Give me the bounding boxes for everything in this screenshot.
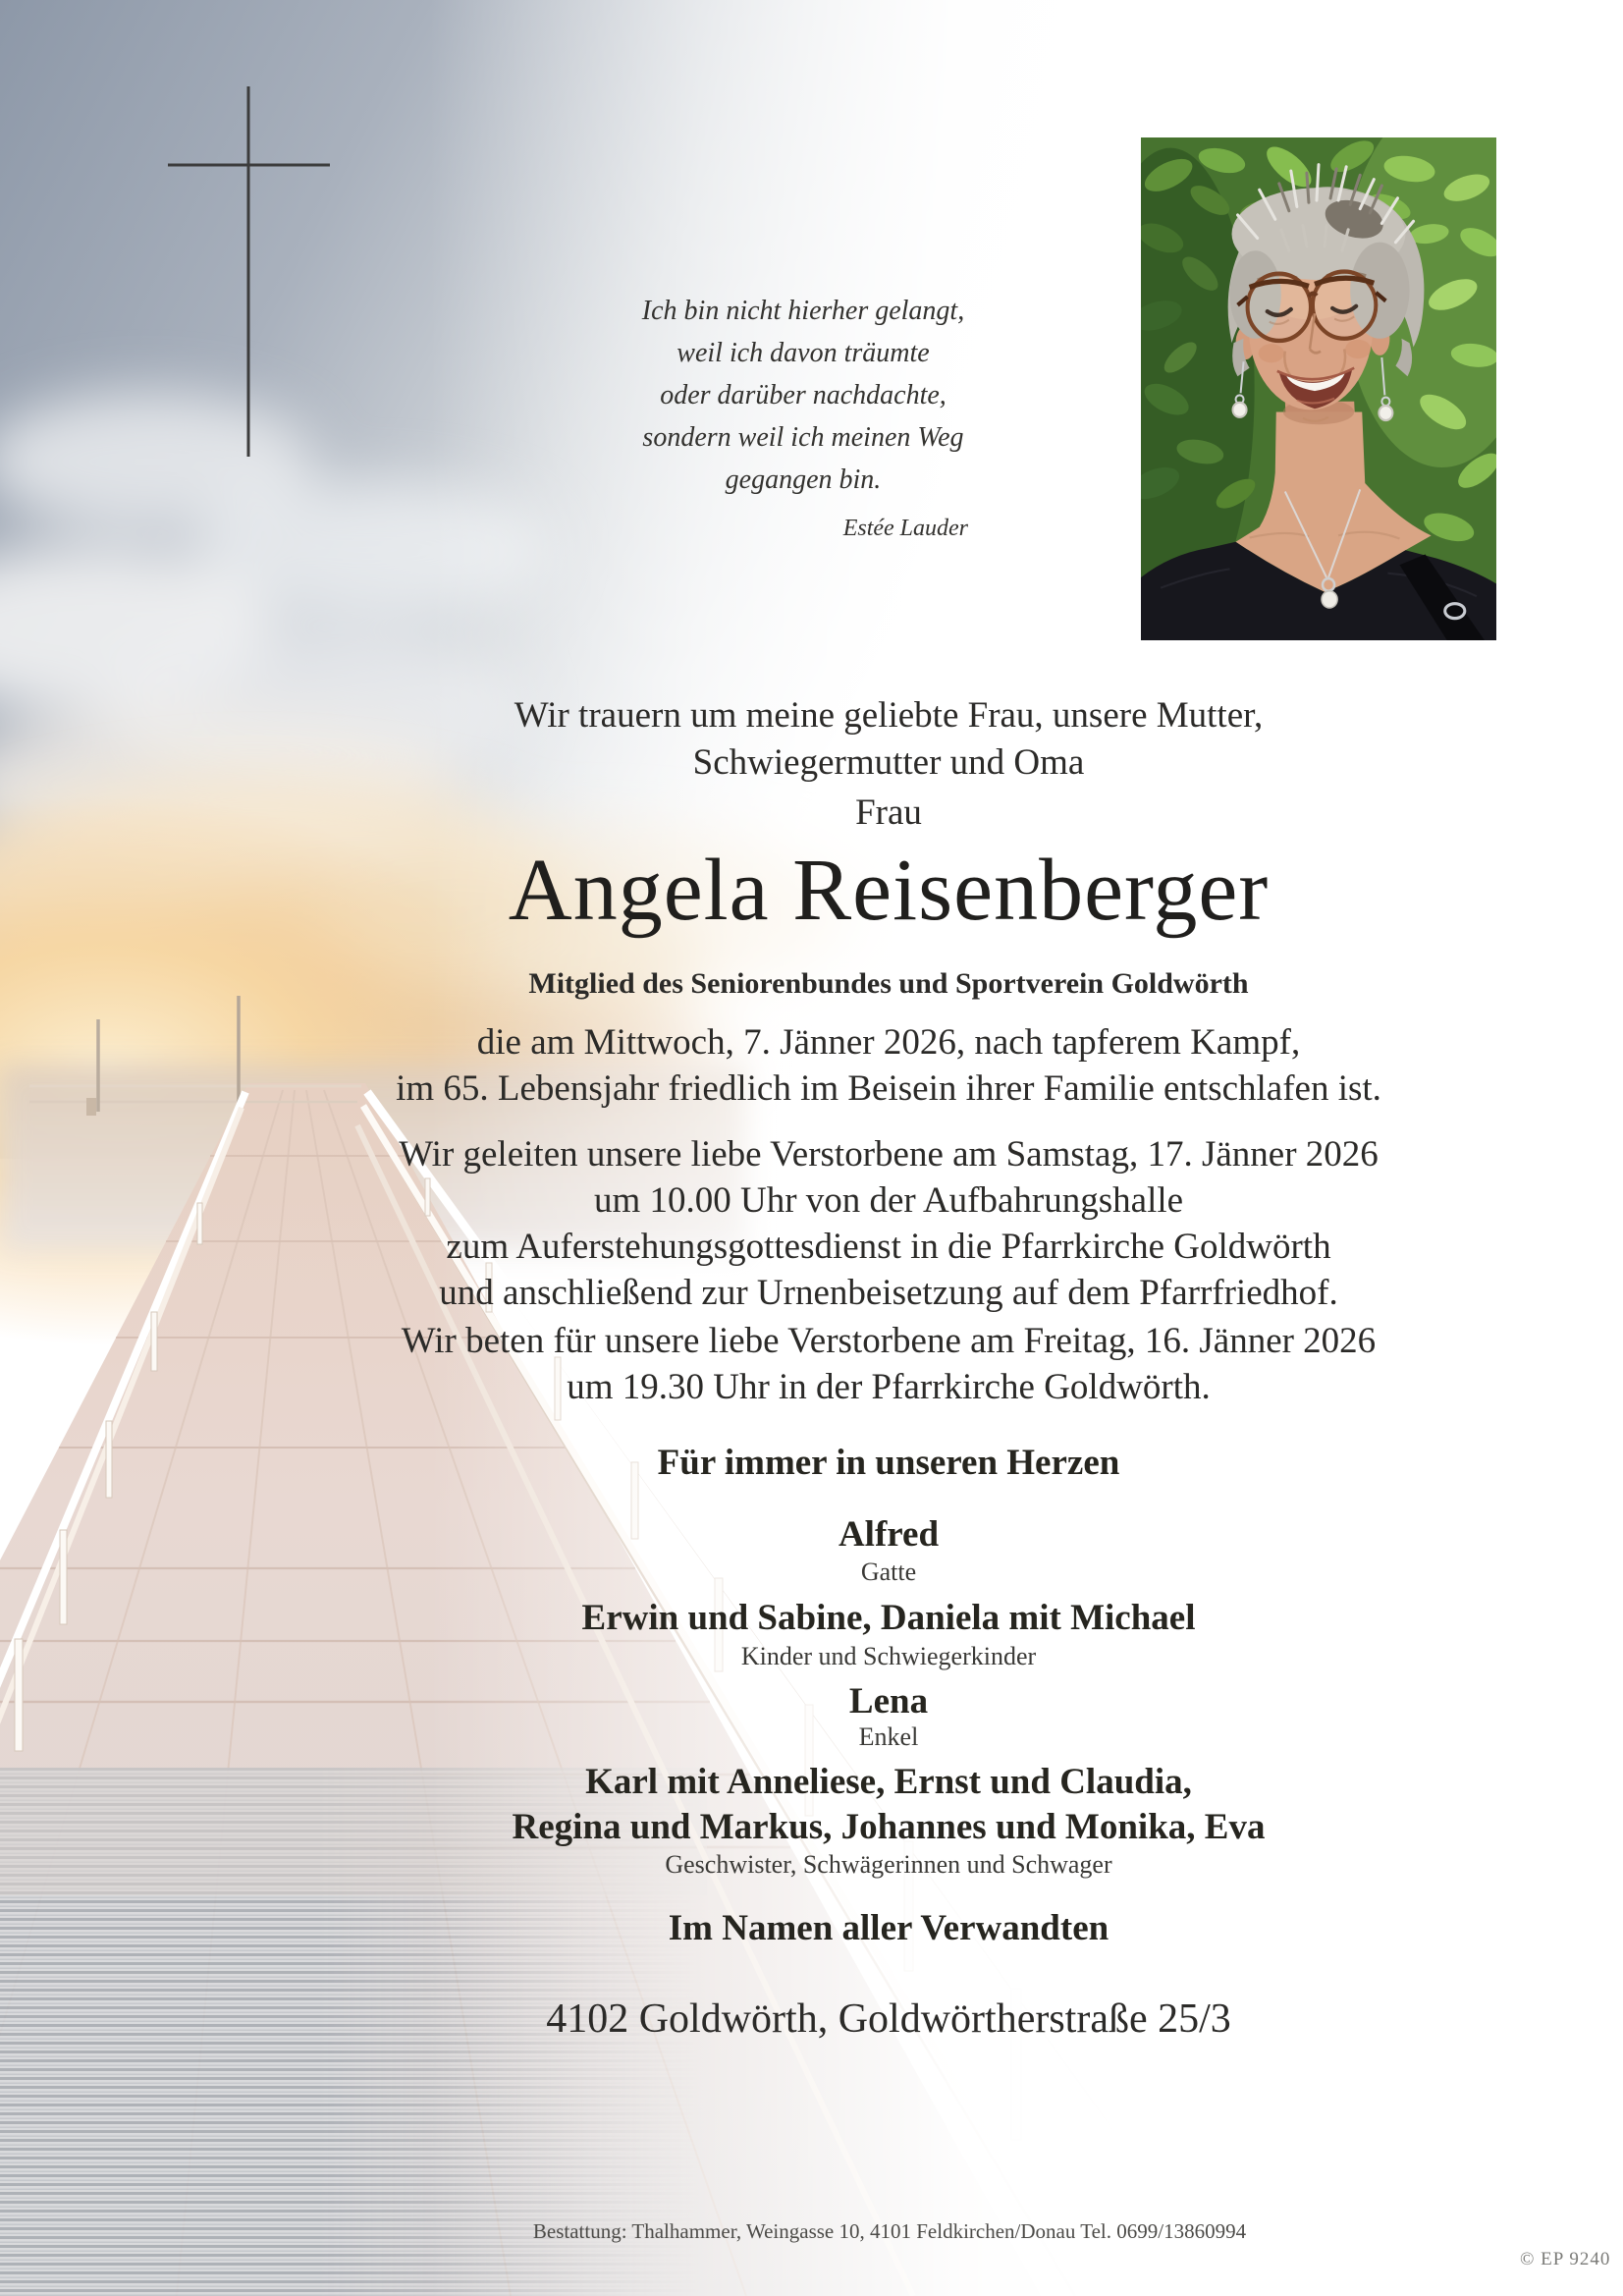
funeral-notice-line: zum Auferstehungsgottesdienst in die Pfarrkirche Goldwörth [446, 1227, 1331, 1267]
address-line: 4102 Goldwörth, Goldwörtherstraße 25/3 [546, 1996, 1231, 2042]
closing-line: Im Namen aller Verwandten [668, 1908, 1109, 1948]
mourner-relation: Gatte [860, 1558, 917, 1586]
funeral-notice-line: Wir geleiten unsere liebe Verstorbene am Samstag, 17. Jänner 2026 [399, 1134, 1379, 1175]
mourner-relation: Geschwister, Schwägerinnen und Schwager [665, 1850, 1112, 1879]
portrait-photo [1141, 137, 1496, 640]
death-notice-line: im 65. Lebensjahr friedlich im Beisein ihrer Familie entschlafen ist. [396, 1068, 1381, 1109]
death-notice [275, 1019, 1502, 1112]
prayer-notice-line: Wir beten für unsere liebe Verstorbene am Freitag, 16. Jänner 2026 [401, 1321, 1377, 1361]
mourner-names: Karl mit Anneliese, Ernst und Claudia, [585, 1762, 1192, 1802]
print-code: © EP 9240 [1520, 2249, 1611, 2269]
quote-line: sondern weil ich meinen Weg [642, 422, 964, 453]
deceased-name: Angela Reisenberger [508, 842, 1270, 939]
mourner-relation: Enkel [858, 1722, 919, 1751]
funeral-notice [275, 1131, 1502, 1316]
mourner-names: Lena [848, 1681, 929, 1722]
mourner-names: Erwin und Sabine, Daniela mit Michael [581, 1598, 1196, 1638]
intro-line: Schwiegermutter und Oma [692, 742, 1085, 783]
quote-line: gegangen bin. [725, 465, 882, 495]
prayer-notice-line: um 19.30 Uhr in der Pfarrkirche Goldwörth. [567, 1367, 1211, 1407]
quote-attribution: Estée Lauder [842, 516, 968, 541]
mourner-names: Regina und Markus, Johannes und Monika, Eva [512, 1807, 1266, 1847]
funeral-notice-line: um 10.00 Uhr von der Aufbahrungshalle [593, 1180, 1184, 1221]
quote-line: oder darüber nachdachte, [660, 380, 947, 410]
quote [617, 290, 990, 550]
prayer-notice [275, 1318, 1502, 1410]
funeral-notice-line: und anschließend zur Urnenbeisetzung auf dem Pfarrfriedhof. [439, 1273, 1338, 1313]
salutation: Frau [855, 793, 922, 833]
motto: Für immer in unseren Herzen [657, 1443, 1120, 1483]
death-notice-line: die am Mittwoch, 7. Jänner 2026, nach tapferem Kampf, [476, 1022, 1301, 1063]
funeral-home-footer: Bestattung: Thalhammer, Weingasse 10, 4101 Feldkirchen/Donau Tel. 0699/13860994 [532, 2219, 1247, 2243]
mourner-relation: Kinder und Schwiegerkinder [740, 1642, 1037, 1670]
membership-line: Mitglied des Seniorenbundes und Sportverein Goldwörth [528, 967, 1249, 1000]
intro-line: Wir trauern um meine geliebte Frau, unsere Mutter, [514, 695, 1264, 736]
mourner-names: Alfred [838, 1514, 940, 1555]
quote-line: weil ich davon träumte [676, 338, 930, 368]
intro-text [275, 692, 1502, 787]
quote-line: Ich bin nicht hierher gelangt, [641, 296, 965, 326]
